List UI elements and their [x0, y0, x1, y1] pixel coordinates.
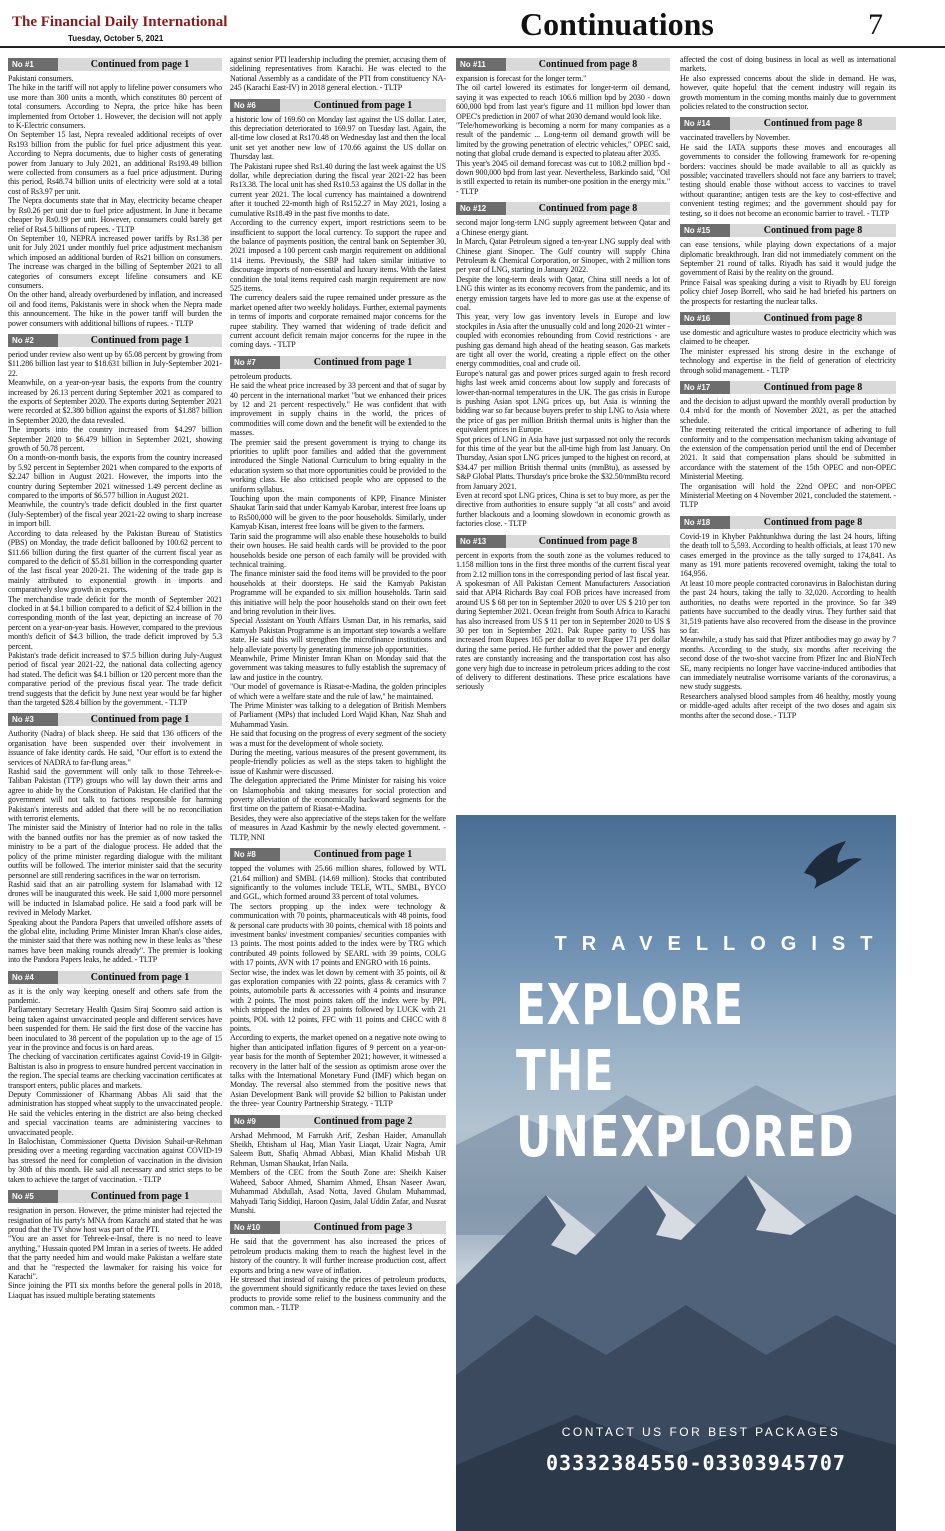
story-text: percent in exports from the south zone as the volumes reduced to 1.158 million tons in the first three months of the current fiscal year from 2.12 million tons in the corresponding period of last fiscal year. A spokesman of All Pakistan Cement Manufacturers Association said that API4 Richards Bay coal FOB prices have increased from around US $ 68 per ton in September 2020 to over US $ 210 per ton during September 2021. Ocean freight from South Africa to Karachi has also increased from US $ 11 per ton in September 2020 to US $ 30 per ton in September 2021. Pak Rupee parity to US$ has increased from Rupees 165 per dollar to over Rupee 171 per dollar during the same period. He further added that the power and energy rates are constantly increasing and the transportation cost has also gone very high due to increase in petroleum prices adding to the cost of delivery to different destinations. These price escalations have seriously — [456, 550, 670, 692]
continuation-header — [680, 381, 896, 394]
continuation-header — [230, 1221, 446, 1234]
mountain-landscape — [456, 815, 896, 1531]
story — [230, 1115, 446, 1216]
issue-date: Tuesday, October 5, 2021 — [68, 34, 164, 43]
continuation-header — [680, 312, 896, 325]
story-text: second major long-term LNG supply agreement between Qatar and a Chinese energy giant. In March, Qatar Petroleum signed a ten-year LNG supply deal with Chinese giant Sinopec. The Gulf country will supply China Petroleum & Chemical Corporation, or Sinopec, with 2 million tons per year of LNG, starting in January 2022. Despite the long-term deals with Qatar, China still needs a lot of LNG this winter as its economy recovers from the pandemic, and its energy emission targets have led to more gas use at the expense of coal. This year, very low gas inventory levels in Europe and low stockpiles in Asia after the unusually cold and long 2020-21 winter - coupled with economies rebounding from Covid restrictions - are pushing gas demand high ahead of the heating season. Gas markets are tight all over the world, creating a ripple effect on the other energy commodities, coal and crude oil. Europe's natural gas and power prices surged again to fresh record highs last week amid concerns about low supply and forecasts of lower-than-normal temperatures in the UK. The gas crisis in Europe is pushing Asian spot LNG prices up, but Asia is winning the bidding war so far because buyers prefer to ship LNG to Asia where the price of gas per million British thermal units is higher than the equivalent prices in Europe. Spot prices of LNG in Asia have just surpassed not only the records for this time of the year but the all-time high from last January. On Thursday, Asian spot LNG prices jumped to the highest on record, at $34.47 per million British thermal units (mmBtu), as assessed by S&P Global Platts. Thursday's price broke the $32.50/mmBtu record from January 2021. Even at record spot LNG prices, China is set to buy more, as per the directive from authorities to ensure supply "at all costs" and avoid further blackouts and a looming slowdown in economic growth as factories close. - TLTP — [456, 218, 670, 529]
continuation-header — [8, 1190, 222, 1203]
continuation-header — [230, 99, 446, 112]
story — [8, 713, 222, 964]
story — [8, 971, 222, 1185]
continued-from-label: Continued from page 1 — [313, 99, 413, 111]
column-2 — [230, 55, 446, 1525]
story-text: topped the volumes with 25.66 million shares, followed by WTL (21.64 million) and SMBL (14.69 million). Stocks that contributed significantly to the volumes include TELE, WTL, SMBL, BYCO and GGL, which formed around 33 percent of total volumes. The sectors propping up the index were technology & communication with 70 points, pharmaceuticals with 48 points, food & personal care products with 30 points, chemical with 18 points and investment banks/ investment companies/ securities companies with 13 points. The most points added to the index were by TRG which contributed 49 points followed by SEARL with 39 points, COLG with 17 points, AVN with 17 points and ENGRO with 16 points. Sector wise, the index was let down by cement with 35 points, oil & gas exploration companies with 22 points, glass & ceramics with 7 points, automobile parts & accessories with 4 points and insurance with 2 points. The most points taken off the index were by PPL which stripped the index of 23 points followed by LUCK with 21 points, POL with 12 points, FFC with 11 points and CHCC with 8 points. According to experts, the market opened on a negative note owing to higher than anticipated inflation figures of 9 percent on a year-on-year basis for the month of September 2021; however, it witnessed a recovery in the latter half of the session as optimism arose over the talks with the International Monetary Fund (IMF) which began on Monday. The reversal also stemmed from the positive news that Asian Development Bank will provide $2 billion to Pakistan under the three- year Country Partnership Strategy. - TLTP — [230, 864, 446, 1109]
story-text: and the decision to adjust upward the monthly overall production by 0.4 mb/d for the month of November 2021, as per the attached schedule. The meeting reiterated the critical importance of adhering to full conformity and to the compensation mechanism taking advantage of the extension of the compensation period until the end of December 2021. It said that compensation plans should be submitted in accordance with the statement of the 15th OPEC and non-OPEC Ministerial Meeting. The organisation will hold the 22nd OPEC and non-OPEC Ministerial Meeting on 4 November 2021, concluded the statement. - TLTP — [680, 396, 896, 510]
story — [456, 202, 670, 528]
continuation-header — [680, 117, 896, 130]
column-4 — [680, 55, 896, 810]
story-text: can ease tensions, while playing down expectations of a major diplomatic breakthrough. Iran did not immediately comment on the September 21 round of talks. Riyadh has said it would judge the government of Raisi by the reality on the ground. Prince Faisal was speaking during a visit to Riyadh by EU foreign policy chief Josep Borrell, who said he had briefed his partners on the prospects for restarting the nuclear talks. — [680, 240, 896, 306]
ad-headline — [516, 973, 855, 1171]
story-number: No #8 — [230, 848, 280, 861]
story-text: He said that the government has also increased the prices of petroleum products making them to reach the highest level in the history of the country. It will further increase production cost, affect exports and bring a new wave of inflation. He stressed that instead of raising the prices of petroleum products, the government should significantly reduce the taxes levied on these products to provide some relief to the business community and the common man. - TLTP — [230, 1237, 446, 1313]
continued-from-label: Continued from page 1 — [90, 59, 190, 70]
continuation-header — [680, 224, 896, 237]
story-text: period under review also went up by 65.08 percent by growing from $11.286 billion last year to $18.631 billion in July-September 2021-22. Meanwhile, on a year-on-year basis, the exports from the country increased by 26.13 percent during September 2021 as compared to the exports of September 2020. The exports during September 2021 were recorded at $2.380 billion against the exports of $1.887 billion in September 2020, the data revealed. The imports into the country increased from $4.297 billion September 2020 to $6.479 billion in September 2021, showing growth of 50.78 percent. On a month-on-month basis, the exports from the country increased by 5.92 percent in September 2021 when compared to the exports of $2.247 billion in August 2021. However, the imports into the country during September 2021 witnessed 1.49 percent decline as compared to the imports of $6.577 billion in August 2021. Meanwhile, the country's trade deficit doubled in the first quarter (July-September) of the fiscal year 2021-22 owing to sharp increase in import bill. According to data released by the Pakistan Bureau of Statistics (PBS) on Monday, the trade deficit ballooned by 100.62 percent to $11.66 billion during the first quarter of the current fiscal year as compared to the deficit of $5.81 billion in the corresponding quarter of the last fiscal year 2020-21. The widening of the trade gap is mainly attributed to exponential growth in imports and comparatively slow growth in exports. The merchandise trade deficit for the month of September 2021 clocked in at $4.1 billion compared to a deficit of $2.4 billion in the corresponding month of the last year, depicting an increase of 70 percent on a year-on-year basis. However, compared to the previous month's deficit of $4.3 billion, the trade deficit improved by 5.3 percent. Pakistan's trade deficit increased to $7.5 billion during July-August period of fiscal year 2021-22, the national data collecting agency had stated. The deficit was $4.1 billion or 120 percent more than the comparative period of the previous fiscal year. The trade deficit trend suggests that the deficit by June next year would be far higher than the targeted $28.4 billion by the government. - TLTP — [8, 349, 222, 707]
continued-from-label: Continued from page 1 — [313, 356, 413, 368]
story — [456, 535, 670, 692]
continued-from-label: Continued from page 1 — [90, 971, 190, 983]
story-number: No #15 — [680, 224, 730, 237]
continued-from-label: Continued from page 3 — [313, 1222, 413, 1234]
story-number: No #17 — [680, 381, 730, 394]
dove-icon — [796, 833, 866, 903]
story — [680, 55, 896, 111]
story-text: Pakistani consumers. The hike in the tariff will not apply to lifeline power consumers who use more than 300 units a month, which constitutes 80 percent of total consumers. According to Nepra, the price hike has been implemented from October 1. However, the decision will not apply to K-Electric consumers. On September 15 last, Nepra revealed additional receipts of over Rs193 billion from the public for fuel price adjustment this year. According to Nepra documents, due to higher costs of generating power from January to July 2021, an additional Rs193.49 billion were collected from consumers as a fuel price adjustment. During this period, Rs48.74 billion units of electricity were sold at a total cost of Rs3.97 per unit. The Nepra documents state that in May, electricity became cheaper by Rs0.26 per unit due to fuel price adjustment. In June it became cheaper by Rs0.19 per unit. However, consumers could barely get relief of Rs4.5 billions of rupees. - TLTP On September 10, NEPRA increased power tariffs by Rs1.38 per unit for July 2021 under monthly fuel price adjustment mechanism which imposed an additional burden of Rs21 billion on consumers. The increase was charged in the billing of September 2021 to all categories of consumers except lifeline consumers and KE consumers. On the other hand, already overburdened by inflation, and increased oil and food items, Pakistanis were in shock when the Nepra made this announcement. The hike in the power tariff will burden the power consumers with additional billions of rupees. - TLTP — [8, 74, 222, 328]
story — [680, 224, 896, 306]
story — [230, 55, 446, 93]
story — [8, 1190, 222, 1300]
story-text: use domestic and agriculture wastes to produce electricity which was claimed to be cheaper. The minister expressed his strong desire in the exchange of technology and expertise in the field of generation of electricity through solid management. - TLTP — [680, 327, 896, 375]
continuation-header — [456, 202, 670, 215]
story-text: as it is the only way keeping oneself and others safe from the pandemic. Parliamentary Secretary Health Qasim Siraj Soomro said action is being taken against unvaccinated people and different services have been suspended for them. He said the first dose of the vaccine has been inoculated to 38 percent of the population up to the age of 15 year in the province and focus is on hard areas. The checking of vaccination certificates against Covid-19 in Gilgit-Baltistan is also in progress to ensure hundred percent vaccination in the region. The special teams are checking vaccination certificates at transport enters, public places and markets. Deputy Commissioner of Kharmang Abbas Ali said that the administration has stopped wheat supply to the unvaccinated people. He said the vehicles entering in the district are also being checked and special vaccination teams are administering vaccines to unvaccinated people. In Balochistan, Commissioner Quetta Division Suhail-ur-Rehman presiding over a meeting regarding vaccination against COVID-19 has stressed the need for completion of vaccination in the division by 30th of this month. He said all necessary and strict steps to be taken to achieve the target of vaccination. - TLTP — [8, 986, 222, 1184]
continued-from-label: Continued from page 2 — [313, 1115, 413, 1127]
story-number: No #10 — [230, 1221, 280, 1234]
story — [456, 58, 670, 196]
continued-from-label: Continued from page 8 — [538, 535, 638, 547]
continued-from-label: Continued from page 8 — [538, 59, 638, 70]
column-1 — [8, 55, 222, 1525]
story-number: No #5 — [8, 1190, 58, 1203]
story — [230, 356, 446, 842]
story-number: No #16 — [680, 312, 730, 325]
continued-from-label: Continued from page 1 — [90, 714, 190, 726]
story — [230, 99, 446, 350]
story-text: vaccinated travellers by November. He said the IATA supports these moves and encourages all governments to consider the following framework for re-opening borders: vaccines should be made available to all as quickly as possible; vaccinated travellers should not face any barriers to travel; testing should enable those without access to vaccines to travel without quarantine; antigen tests are the key to cost-effective and convenient testing regimes; and the government should pay for testing, so it does not become an economic barrier to travel. - TLTP — [680, 133, 896, 218]
continuation-header — [8, 334, 222, 347]
continued-from-label: Continued from page 8 — [763, 312, 863, 324]
story-text: petroleum products. He said the wheat price increased by 33 percent and that of sugar by 40 percent in the international market "but we enhanced their prices by 12 and 21 percent respectively." He was confident that with improvement in supply chains in the world, the prices of commodities will come down and the benefit will be extended to the masses. The premier said the present government is trying to change its priorities to uplift poor families and added that the government introduced the Single National Curriculum to bring equality in the education system so that more opportunities could be provided to the working class. He also criticised people who are opposed to the uniform syllabus. Touching upon the main components of KPP, Finance Minister Shaukat Tarin said that under Kamyab Karobar, interest free loans up to Rs500,000 will be given to the poor households. Similarly, under Kamyab Kisan, interest free loans will be given to the farmers. Tarin said the programme will also enable these households to build their own houses. He said health cards will be provided to the poor households beside one person of each family will be provided with technical training. The finance minister said the food items will be provided to the poor households at their doorsteps. He said the Kamyab Pakistan Programme will be expanded to six million households. Tarin said this initiative will help the poor households stand on their own feet and bring revolution in their lives. Special Assistant on Youth Affairs Usman Dar, in his remarks, said Kamyab Pakistan Programme is an important step towards a welfare state. He said this will strengthen the microfinance institutions and help alleviate poverty by generating immense job opportunities. Meanwhile, Prime Minister Imran Khan on Monday said that the government was taking measures to fully establish the supremacy of law and justice in the country. "Our model of governance is Riasat-e-Madina, the golden principles of which were a welfare state and the rule of law," he maintained. The Prime Minister was talking to a delegation of British Members of Parliament (MPs) that included Lord Wajid Khan, Naz Shah and Muhammad Yasin. He said that focusing on the progress of every segment of the society was a must for the development of whole society. During the meeting, various measures of the present government, its people-friendly policies as well as the steps taken to highlight the issue of Kashmir were discussed. The delegation appreciated the Prime Minister for raising his voice on Islamophobia and taking measures for social protection and poverty alleviation of the economically backward segments for the first time on the pattern of Riasat-e-Madina. Besides, they were also appreciative of the steps taken for the welfare of measures in Azad Kashmir by the newly elected government. - TLTP, NNI — [230, 371, 446, 842]
continued-from-label: Continued from page 8 — [763, 381, 863, 393]
ad-phone-numbers: 03332384550-03303945707 — [546, 1451, 846, 1475]
story-text: affected the cost of doing business in local as well as international markets. He also expressed concerns about the slide in demand. He was, however, quite hopeful that the cement industry will regain its growth momentum in the coming months mainly due to government policies related to the construction sector. — [680, 55, 896, 112]
continued-from-label: Continued from page 8 — [763, 118, 863, 130]
ad-headline-line-2: UNEXPLORED — [516, 1105, 855, 1170]
story-number: No #3 — [8, 713, 58, 726]
story — [680, 516, 896, 720]
story-number: No #11 — [456, 58, 506, 71]
story — [680, 381, 896, 510]
story — [230, 848, 446, 1109]
section-title: Continuations — [520, 6, 714, 42]
continued-from-label: Continued from page 1 — [90, 1191, 190, 1203]
story-text: Authority (Nadra) of black sheep. He said that 136 officers of the organisation have been suspended over their involvement in issuance of fake identity cards. He said, "Our effort is to extend the services of NADRA to far-flung areas." Rashid said the government will only talk to those Tehreek-e-Taliban Pakistan (TTP) groups who will lay down their arms and agree to abide by the Constitution of Pakistan. He clarified that the government will not talk to factions responsible for harming Pakistan's interests and added that there will be no reconciliation with terrorist elements. The minister said the Ministry of Interior had no role in the talks with the banned outfits nor has the premier as of now tasked the ministry to be a part of the dialogue process. He added that the policy of the prime minister regarding dialogue with the militant outfits will be followed. The interior minister said that the security personnel are still rendering sacrifices in the war on terrorism. Rashid said that an air patrolling system for Islamabad with 12 drones will be inaugurated this week. He said 1,000 more personnel will be inducted in Islamabad police. He said a food park will be revived in Melody Market. Speaking about the Pandora Papers that unveiled offshore assets of the global elite, including Prime Minister Imran Khan's close aides, the minister said that there was nothing new in these leaks as "these names have been making rounds already". The premier is looking into the Pandora Papers leaks, he added. - TLTP — [8, 729, 222, 965]
story-number: No #6 — [230, 99, 280, 112]
story — [680, 312, 896, 375]
story — [8, 334, 222, 707]
continued-from-label: Continued from page 8 — [763, 225, 863, 237]
story-number: No #7 — [230, 356, 280, 369]
continuation-header — [230, 1115, 446, 1128]
ad-brand: TRAVELLOGIST — [554, 933, 888, 955]
story-number: No #13 — [456, 535, 506, 548]
story — [680, 117, 896, 218]
travel-advertisement — [456, 815, 896, 1531]
continued-from-label: Continued from page 8 — [538, 203, 638, 215]
story-text: against senior PTI leadership including the premier, accusing them of sidelining representatives from Karachi. He was elected to the National Assembly as a candidate of the PTI from constituency NA-245 (Karachi East-IV) in 2018 general election. - TLTP — [230, 55, 446, 93]
story-number: No #1 — [8, 58, 58, 71]
continuation-header — [456, 535, 670, 548]
story-text: Arshad Mehmood, M Farrukh Arif, Zeshan Haider, Amanullah Sheikh, Ehtisham ul Haq, Mian Yasir Liaqat, Uzair Nagra, Amir Saleem Butt, Shafiq Ahmad Abbasi, Mian Khalid Misbah UR Rehman, Usman Shaukat, Irfan Naila. Members of the CEC from the South Zone are: Sheikh Kaiser Waheed, Saboor Ahmed, Shamim Ahmed, Ehsan Naseer Awan, Muhammad Abdullah, Asad Notta, Javed Ghulam Muhammad, Mahyadi Tariq Siddiqi, Haroon Qasim, Jalal Uddin Zafar, and Nusrat Munshi. — [230, 1130, 446, 1215]
story-number: No #12 — [456, 202, 506, 215]
column-3 — [456, 55, 670, 810]
story-text: Covid-19 in Khyber Pakhtunkhwa during the last 24 hours, lifting the death toll to 5,593. According to health officials, at least 170 new cases emerged in the province as the tally surged to 174,841. As many as 191 more patients recovered overnight, taking the total to 164,956. At least 10 more people contracted coronavirus in Balochistan during the past 24 hours, taking the tally to 32,020. According to health authorities, no deaths were reported in the province. So far 349 patients have succumbed to the deadly virus. They further said that 31,519 patients have also recovered from the disease in the province so far. Meanwhile, a study has said that Pfizer antibodies may go away by 7 months. According to the study, six months after receiving the second dose of the two-shot vaccine from Pfizer Inc and BioNTech SE, many recipients no longer have vaccine-induced antibodies that can immediately neutralise worrisome variants of the coronavirus, a new study suggests. Researchers analysed blood samples from 46 healthy, mostly young or middle-aged adults after receipt of the two doses and again six months after the second dose. - TLTP — [680, 531, 896, 720]
story-number: No #18 — [680, 516, 730, 529]
continuation-header — [456, 58, 670, 71]
ad-headline-line-1: EXPLORE THE — [516, 973, 744, 1104]
story — [8, 58, 222, 328]
continuation-header — [8, 713, 222, 726]
story-number: No #9 — [230, 1115, 280, 1128]
continuation-header — [230, 848, 446, 861]
story-text: a historic low of 169.60 on Monday last against the US dollar. Later, this depreciation deteriorated to 169.97 on Tuesday last. Again, the all-time low closed at Rs170.48 on Wednesday last and then the local unit set yet another new low of 170.66 against the US dollar on Thursday last. The Pakistani rupee shed Rs1.40 during the last week against the US dollar, while depreciation during the fiscal year 2021-22 has been Rs13.38. The local unit has shed Rs10.53 against the US dollar in the current year 2021. The local currency has maintained a downtrend after it touched 22-month high of Rs152.27 in May 2021, losing a cumulative Rs18.49 in the past five months to date. According to the currency expert, import restrictions seem to be insufficient to support the local currency. To support the rupee and the balance of payments position, the central bank on September 30, 2021 imposed a 100 percent cash margin requirement on additional 114 items. Previously, the SBP had taken similar initiative to discourage imports of non-essential and luxury items. With the latest condition the total items required cash margin requirement are now 525 items. The currency dealers said the rupee remained under pressure as the market opened after two weekly holidays. Further, external payments in terms of imports and corporate remained major concerns for the rupee stability. They warned that widening of trade deficit and current account deficit remain major concerns for the rupee in the coming days. - TLTP — [230, 114, 446, 350]
story — [230, 1221, 446, 1312]
page-number: 7 — [868, 8, 883, 41]
continuation-header — [8, 58, 222, 71]
masthead — [0, 0, 945, 48]
continued-from-label: Continued from page 1 — [90, 334, 190, 346]
continued-from-label: Continued from page 8 — [763, 516, 863, 528]
continuation-header — [8, 971, 222, 984]
story-text: expansion is forecast for the longer term." The oil cartel lowered its estimates for longer-term oil demand, saying it was expected to reach 106.6 million bpd by 2030 - down 600,000 bpd from last year's figure and 11 million bpd lower than OPEC's prediction in 2007 of what 2030 demand would look like. "Tele/homeworking is becoming a norm for many companies as a result of the pandemic ... Long-term oil demand growth will be limited by the growing penetration of electric vehicles," OPEC said, noting that global crude demand is expected to plateau after 2035. This year's 2045 oil demand forecast was cut to 108.2 million bpd - down 900,000 bpd from last year. Nevertheless, Barkindo said, "Oil is still expected to retain its number-one position in the energy mix." - TLTP — [456, 74, 670, 196]
story-text: resignation in person. However, the prime minister had rejected the resignation of his party's MNA from Karachi and stated that he was proud that the TV show host was part of the PTI. "You are an asset for Tehreek-e-Insaf, there is no need to leave anything," Hussain quoted PM Imran in a series of tweets. He added that the party needed him and would make Pakistan a welfare state and that he "respected the lawmaker for raising his voice for Karachi". Since joining the PTI six months before the general polls in 2018, Liaquat has issued multiple berating statements — [8, 1206, 222, 1300]
story-number: No #4 — [8, 971, 58, 984]
story-number: No #2 — [8, 334, 58, 347]
continuation-header — [230, 356, 446, 369]
story-number: No #14 — [680, 117, 730, 130]
continuation-header — [680, 516, 896, 529]
ad-contact-label: CONTACT US FOR BEST PACKAGES — [561, 1425, 841, 1439]
continued-from-label: Continued from page 1 — [313, 849, 413, 861]
paper-name: The Financial Daily International — [12, 14, 228, 30]
